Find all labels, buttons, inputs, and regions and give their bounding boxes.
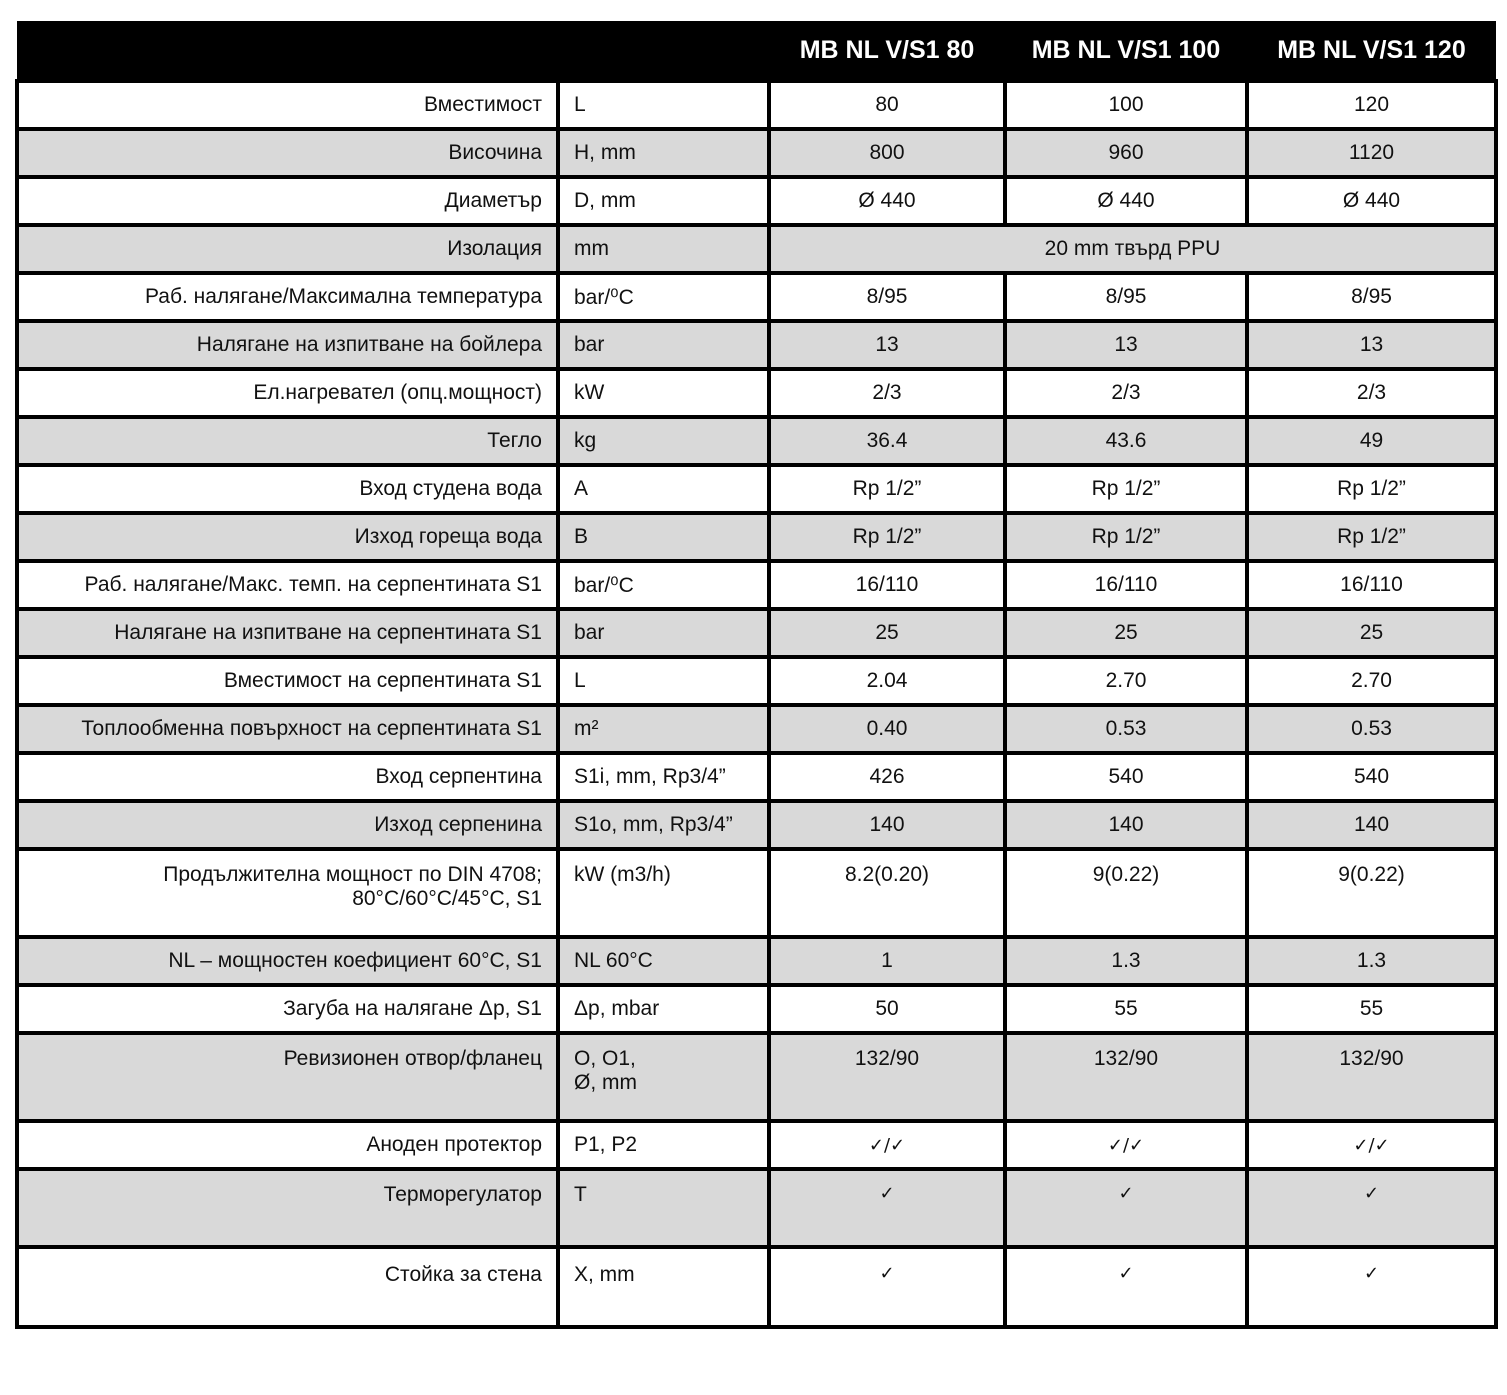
row-value: 25 — [1005, 609, 1247, 657]
row-value: 132/90 — [1247, 1033, 1496, 1121]
row-unit: S1o, mm, Rp3/4” — [558, 801, 769, 849]
row-unit-line: Ø, mm — [574, 1071, 637, 1094]
check-icon: ✓ — [1247, 1169, 1496, 1247]
row-value: 2.70 — [1247, 657, 1496, 705]
row-unit: Δp, mbar — [558, 985, 769, 1033]
row-value: Rp 1/2” — [769, 465, 1005, 513]
row-value: 9(0.22) — [1005, 849, 1247, 937]
check-icon: ✓ — [769, 1247, 1005, 1327]
row-name: Раб. налягане/Макс. темп. на серпентината S1 — [17, 561, 558, 609]
row-value: 49 — [1247, 417, 1496, 465]
row-value: 8/95 — [769, 273, 1005, 321]
row-name: Вход студена вода — [17, 465, 558, 513]
row-value: 2/3 — [769, 369, 1005, 417]
row-name: Ревизионен отвор/фланец — [17, 1033, 558, 1121]
check-icon: ✓ — [1247, 1247, 1496, 1327]
row-value: 540 — [1005, 753, 1247, 801]
table-row — [17, 657, 1496, 705]
row-value: 55 — [1247, 985, 1496, 1033]
row-value: 16/110 — [769, 561, 1005, 609]
row-value: 132/90 — [1005, 1033, 1247, 1121]
row-value: Ø 440 — [1247, 177, 1496, 225]
row-value: 2/3 — [1005, 369, 1247, 417]
row-name: Диаметър — [17, 177, 558, 225]
row-name: Налягане на изпитване на серпентината S1 — [17, 609, 558, 657]
spec-table — [15, 21, 1498, 1329]
row-value: 80 — [769, 81, 1005, 129]
table-row — [17, 801, 1496, 849]
row-unit: bar/⁰C — [558, 561, 769, 609]
row-name: Аноден протектор — [17, 1121, 558, 1169]
table-row — [17, 705, 1496, 753]
row-value: 1.3 — [1247, 937, 1496, 985]
row-unit-line: O, O1, — [574, 1047, 636, 1070]
row-value: 0.40 — [769, 705, 1005, 753]
row-unit: T — [558, 1169, 769, 1247]
table-row — [17, 849, 1496, 937]
row-unit: mm — [558, 225, 769, 273]
header-cell-model-80: MB NL V/S1 80 — [769, 21, 1005, 81]
row-value: 50 — [769, 985, 1005, 1033]
row-unit: bar/⁰C — [558, 273, 769, 321]
table-row — [17, 225, 1496, 273]
row-unit — [558, 1033, 769, 1121]
row-name: Раб. налягане/Максимална температура — [17, 273, 558, 321]
table-row — [17, 937, 1496, 985]
row-value: 8.2(0.20) — [769, 849, 1005, 937]
table-row — [17, 417, 1496, 465]
table-row — [17, 561, 1496, 609]
row-value: Rp 1/2” — [769, 513, 1005, 561]
check-icon: ✓/✓ — [769, 1121, 1005, 1169]
row-name: Тегло — [17, 417, 558, 465]
table-row — [17, 81, 1496, 129]
row-value: 25 — [1247, 609, 1496, 657]
row-value: 1120 — [1247, 129, 1496, 177]
check-icon: ✓ — [1005, 1247, 1247, 1327]
table-row — [17, 1247, 1496, 1327]
row-value: 120 — [1247, 81, 1496, 129]
row-merged-value: 20 mm твърд PPU — [769, 225, 1496, 273]
row-value: 2.70 — [1005, 657, 1247, 705]
row-value: 8/95 — [1005, 273, 1247, 321]
row-name: Изход гореща вода — [17, 513, 558, 561]
row-value: 540 — [1247, 753, 1496, 801]
check-icon: ✓/✓ — [1247, 1121, 1496, 1169]
table-row — [17, 753, 1496, 801]
row-value: 16/110 — [1247, 561, 1496, 609]
row-unit: X, mm — [558, 1247, 769, 1327]
row-value: 55 — [1005, 985, 1247, 1033]
row-value: 0.53 — [1247, 705, 1496, 753]
table-row — [17, 321, 1496, 369]
row-value: 16/110 — [1005, 561, 1247, 609]
check-icon: ✓/✓ — [1005, 1121, 1247, 1169]
header-cell-model-100: MB NL V/S1 100 — [1005, 21, 1247, 81]
row-unit: S1i, mm, Rp3/4” — [558, 753, 769, 801]
row-name: Налягане на изпитване на бойлера — [17, 321, 558, 369]
row-value: 100 — [1005, 81, 1247, 129]
table-row — [17, 465, 1496, 513]
row-value: 132/90 — [769, 1033, 1005, 1121]
row-unit: NL 60°C — [558, 937, 769, 985]
table-row — [17, 1169, 1496, 1247]
table-row — [17, 369, 1496, 417]
row-name: Изход серпенина — [17, 801, 558, 849]
row-name-line: 80°C/60°C/45°C, S1 — [352, 887, 542, 910]
row-value: Rp 1/2” — [1247, 465, 1496, 513]
row-value: 13 — [1005, 321, 1247, 369]
check-icon: ✓ — [769, 1169, 1005, 1247]
row-unit: B — [558, 513, 769, 561]
table-row — [17, 1121, 1496, 1169]
row-unit: kW — [558, 369, 769, 417]
row-unit: L — [558, 657, 769, 705]
row-value: Ø 440 — [769, 177, 1005, 225]
row-value: 25 — [769, 609, 1005, 657]
row-name: Вход серпентина — [17, 753, 558, 801]
row-unit: kW (m3/h) — [558, 849, 769, 937]
row-value: 43.6 — [1005, 417, 1247, 465]
header-cell-parameter — [17, 21, 558, 81]
table-row — [17, 513, 1496, 561]
row-value: 0.53 — [1005, 705, 1247, 753]
row-unit: A — [558, 465, 769, 513]
row-unit: D, mm — [558, 177, 769, 225]
row-value: Rp 1/2” — [1247, 513, 1496, 561]
header-cell-unit — [558, 21, 769, 81]
header-cell-model-120: MB NL V/S1 120 — [1247, 21, 1496, 81]
row-unit: L — [558, 81, 769, 129]
check-icon: ✓ — [1005, 1169, 1247, 1247]
row-name: Вместимост на серпентината S1 — [17, 657, 558, 705]
row-value: 36.4 — [769, 417, 1005, 465]
row-name: Вместимост — [17, 81, 558, 129]
row-value: 140 — [1247, 801, 1496, 849]
row-unit: kg — [558, 417, 769, 465]
row-value: Rp 1/2” — [1005, 513, 1247, 561]
row-name: Загуба на налягане Δp, S1 — [17, 985, 558, 1033]
row-value: 140 — [769, 801, 1005, 849]
row-name: Изолация — [17, 225, 558, 273]
row-name: Стойка за стена — [17, 1247, 558, 1327]
row-value: 13 — [1247, 321, 1496, 369]
row-name: Терморегулатор — [17, 1169, 558, 1247]
table-row — [17, 609, 1496, 657]
table-row — [17, 985, 1496, 1033]
row-unit: H, mm — [558, 129, 769, 177]
row-name: Височина — [17, 129, 558, 177]
row-value: Ø 440 — [1005, 177, 1247, 225]
row-value: 960 — [1005, 129, 1247, 177]
row-value: 140 — [1005, 801, 1247, 849]
row-unit: bar — [558, 321, 769, 369]
row-name-line: Продължителна мощност по DIN 4708; — [163, 863, 542, 886]
table-row — [17, 177, 1496, 225]
table-row — [17, 273, 1496, 321]
row-value: 800 — [769, 129, 1005, 177]
row-name — [17, 849, 558, 937]
table-row — [17, 129, 1496, 177]
row-name: NL – мощностен коефициент 60°C, S1 — [17, 937, 558, 985]
table-row — [17, 1033, 1496, 1121]
row-value: 1.3 — [1005, 937, 1247, 985]
row-unit: P1, P2 — [558, 1121, 769, 1169]
row-value: 8/95 — [1247, 273, 1496, 321]
row-value: 2/3 — [1247, 369, 1496, 417]
row-unit: bar — [558, 609, 769, 657]
row-value: Rp 1/2” — [1005, 465, 1247, 513]
row-value: 426 — [769, 753, 1005, 801]
row-value: 2.04 — [769, 657, 1005, 705]
row-value: 13 — [769, 321, 1005, 369]
row-value: 9(0.22) — [1247, 849, 1496, 937]
header-row — [17, 21, 1496, 81]
row-name: Топлообменна повърхност на серпентината S1 — [17, 705, 558, 753]
row-value: 1 — [769, 937, 1005, 985]
row-name: Ел.нагревател (опц.мощност) — [17, 369, 558, 417]
row-unit: m² — [558, 705, 769, 753]
